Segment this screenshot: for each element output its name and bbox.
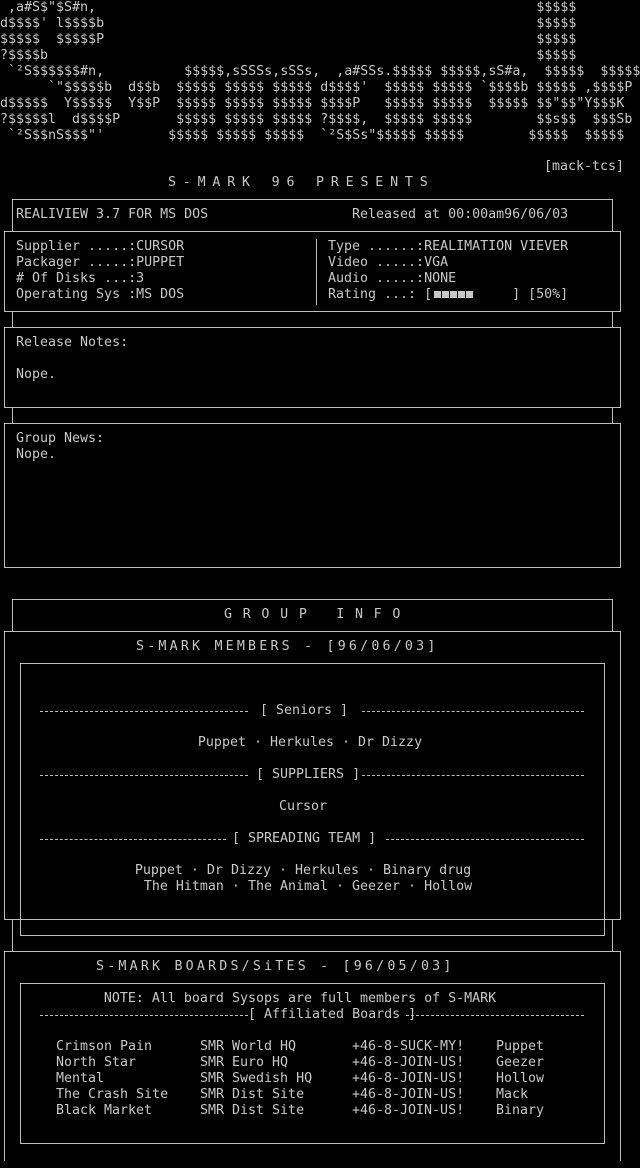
- board-name: Mental: [56, 1071, 105, 1086]
- spreading-rule-left: [40, 839, 226, 840]
- spreading-list-2: The Hitman · The Animal · Geezer · Hollow: [143, 879, 473, 894]
- seniors-header: [ Seniors ]: [260, 703, 349, 718]
- info-box-tab: [12, 311, 613, 328]
- info-divider: [316, 239, 317, 305]
- release-title: REALIVIEW 3.7 FOR MS DOS: [16, 207, 209, 222]
- board-name: North Star: [56, 1055, 137, 1070]
- seniors-rule-right: [362, 711, 584, 712]
- release-notes-text: Nope.: [16, 367, 57, 382]
- rating-tail: ] [50%]: [512, 287, 569, 302]
- type-label: Type ......:: [328, 239, 425, 254]
- board-phone: +46-8-JOIN-US!: [352, 1055, 465, 1070]
- suppliers-header: [ SUPPLIERS ]: [256, 767, 361, 782]
- board-phone: +46-8-JOIN-US!: [352, 1103, 465, 1118]
- board-role: SMR World HQ: [200, 1039, 297, 1054]
- supplier-row: [16, 239, 184, 255]
- members-title: S-MARK MEMBERS - [96/06/03]: [136, 639, 439, 654]
- artist-credit: [mack-tcs]: [544, 159, 625, 174]
- board-role: SMR Dist Site: [200, 1103, 305, 1118]
- spreading-list-1: Puppet · Dr Dizzy · Herkules · Binary drug: [134, 863, 472, 878]
- affiliated-rule-left: [40, 1015, 248, 1016]
- audio-value: NONE: [424, 271, 457, 286]
- packager-label: Packager .....:: [16, 255, 137, 270]
- spreading-rule-right: [386, 839, 584, 840]
- members-box-tab: [12, 919, 613, 952]
- rating-bar-fill: [434, 291, 473, 298]
- board-name: Black Market: [56, 1103, 153, 1118]
- group-news-label: Group News:: [16, 431, 105, 446]
- video-value: VGA: [424, 255, 449, 270]
- suppliers-rule-right: [362, 775, 584, 776]
- rating-label: Rating ...: [: [328, 287, 433, 302]
- os-value: MS DOS: [136, 287, 185, 302]
- affiliated-header: [ Affiliated Boards ]: [248, 1007, 417, 1022]
- board-role: SMR Euro HQ: [200, 1055, 289, 1070]
- supplier-value: CURSOR: [136, 239, 185, 254]
- board-sysop: Mack: [496, 1087, 529, 1102]
- affiliated-rule-right: [406, 1015, 584, 1016]
- notes-box-tab: [12, 407, 613, 424]
- audio-label: Audio .....:: [328, 271, 425, 286]
- board-sysop: Hollow: [496, 1071, 545, 1086]
- smark-ascii-logo: ,a#S$"$S#n, $$$$$ d$$$$' l$$$$b $$$$$ $$$$$ $$$$$P $$$$$ ?$$$$b $$$$$ `²S$$$$$$#n, $$$$$,sSSSs,sSSs, ,a#SSs.$$$$$ $$$$$,sS#a, $$$$$ $$$$$ `"$$$$$b d$$b $$$$$ $$$$$ $$$$$ d$$$$' $$$$$ $$$$$ `$$$$b $$$$$ ,$$$$P d$$$$$ Y$$$$$ Y$$P $$$$$ $$$$$ $$$$$ $$$$P $$$$$ $$$$$ $$$$$ $$"$$"Y$$$K ?$$$$$l d$$$$P $$$$$ $$$$$ $$$$$ ?$$$$, $$$$$ $$$$$ $$s$$ $$$Sb `²S$$nS$$$"' $$$$$ $$$$$ $$$$$ `²S$Ss"$$$$$ $$$$$ $$$$$ $$$$$: [0, 0, 640, 143]
- seniors-list: Puppet · Herkules · Dr Dizzy: [197, 735, 423, 750]
- video-row: [328, 255, 448, 271]
- audio-row: [328, 271, 456, 287]
- board-sysop: Puppet: [496, 1039, 545, 1054]
- release-date: Released at 00:00am96/06/03: [352, 207, 569, 222]
- seniors-rule-left: [40, 711, 248, 712]
- release-notes-label: Release Notes:: [16, 335, 129, 350]
- board-role: SMR Swedish HQ: [200, 1071, 313, 1086]
- disks-row: [16, 271, 144, 287]
- board-name: The Crash Site: [56, 1087, 169, 1102]
- disks-label: # Of Disks ...:: [16, 271, 137, 286]
- group-news-text: Nope.: [16, 447, 57, 462]
- packager-row: [16, 255, 184, 271]
- suppliers-rule-left: [40, 775, 248, 776]
- video-label: Video .....:: [328, 255, 425, 270]
- board-phone: +46-8-JOIN-US!: [352, 1071, 465, 1086]
- disks-value: 3: [136, 271, 145, 286]
- packager-value: PUPPET: [136, 255, 185, 270]
- supplier-label: Supplier .....:: [16, 239, 137, 254]
- rating-row: [328, 287, 568, 303]
- rating-bar: [432, 287, 512, 303]
- type-value: REALIMATION VIEVER: [424, 239, 569, 254]
- suppliers-list: Cursor: [278, 799, 328, 814]
- board-phone: +46-8-SUCK-MY!: [352, 1039, 465, 1054]
- os-row: [16, 287, 184, 303]
- board-sysop: Binary: [496, 1103, 545, 1118]
- boards-note: NOTE: All board Sysops are full members of S-MARK: [103, 991, 497, 1006]
- presents-heading: S-MARK 96 PRESENTS: [168, 175, 435, 190]
- boards-title: S-MARK BOARDS/SiTES - [96/05/03]: [96, 959, 455, 974]
- board-sysop: Geezer: [496, 1055, 545, 1070]
- type-row: [328, 239, 568, 255]
- spreading-header: [ SPREADING TEAM ]: [232, 831, 377, 846]
- board-phone: +46-8-JOIN-US!: [352, 1087, 465, 1102]
- group-info-title: GROUP INFO: [224, 607, 412, 622]
- os-label: Operating Sys :: [16, 287, 137, 302]
- board-name: Crimson Pain: [56, 1039, 153, 1054]
- board-role: SMR Dist Site: [200, 1087, 305, 1102]
